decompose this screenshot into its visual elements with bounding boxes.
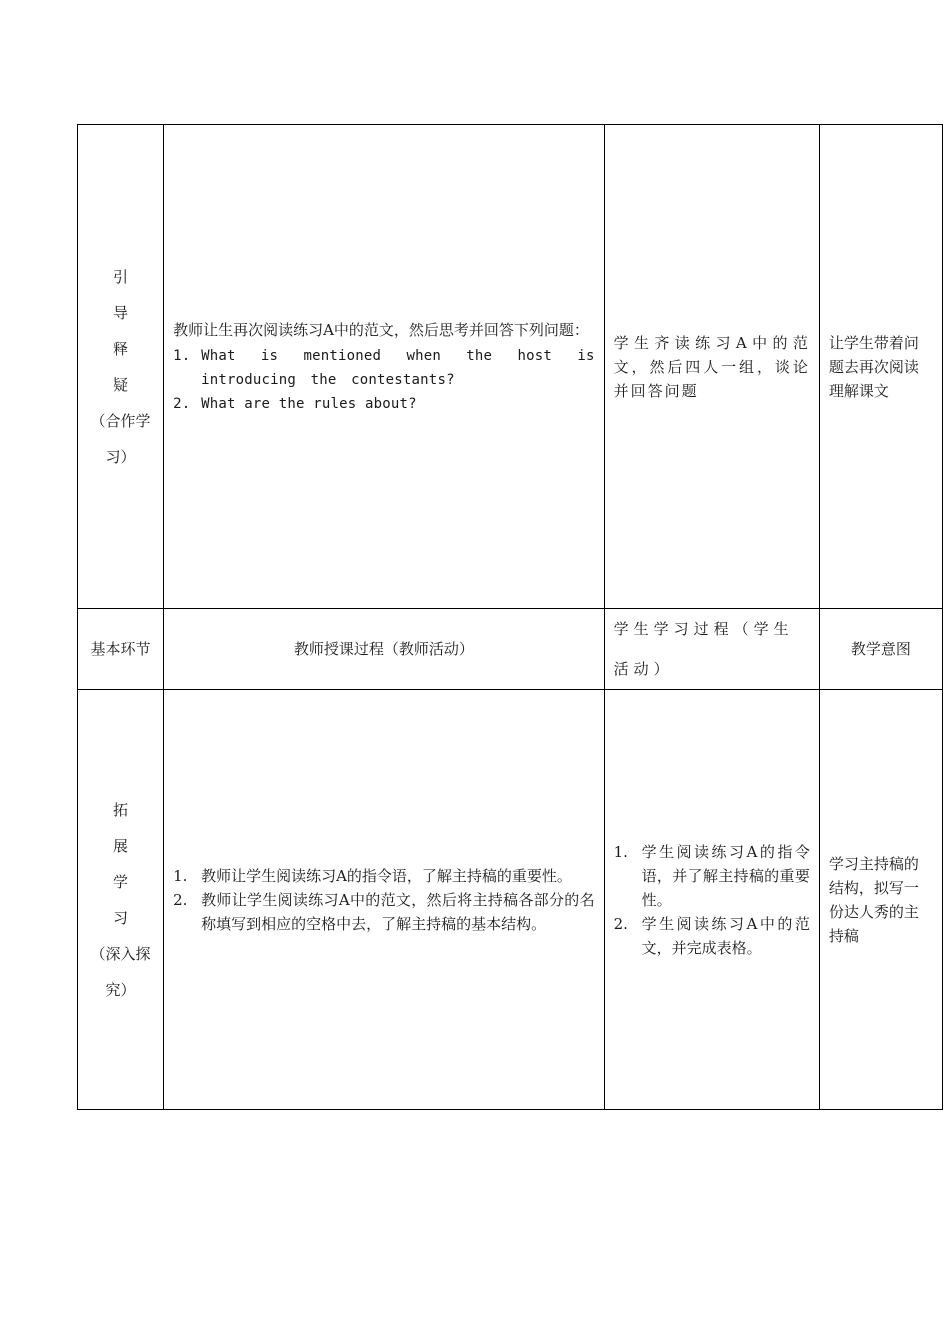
list-item: 2. 教师让学生阅读练习A中的范文，然后将主持稿各部分的名称填写到相应的空格中去，了解主持稿的基本结构。 [173, 890, 595, 933]
intent-text: 让学生带着问题去再次阅读理解课文 [828, 333, 919, 400]
header-stage: 基本环节 [78, 609, 164, 690]
stage-char: 展 [113, 836, 129, 855]
intent-text: 学习主持稿的结构，拟写一份达人秀的主持稿 [828, 854, 919, 945]
list-item: 2. 学生阅读练习A中的范文，并完成表格。 [613, 914, 810, 957]
stage-char: （合作学 [90, 411, 151, 430]
header-intent: 教学意图 [819, 609, 942, 690]
stage-cell-extend [78, 690, 164, 1110]
teacher-activity-cell [164, 690, 605, 1110]
header-student-cell [604, 609, 819, 690]
list-item: 1. What is mentioned when the host is introducing the contestants? [173, 347, 595, 388]
teacher-step-list [173, 864, 595, 936]
teacher-activity-cell [164, 125, 605, 609]
stage-char: 疑 [113, 375, 129, 394]
lesson-plan-table [77, 124, 943, 1110]
stage-char: 导 [113, 303, 129, 322]
stage-char: 学 [113, 872, 129, 891]
header-row [78, 609, 943, 690]
list-item: 2. What are the rules about? [173, 395, 417, 412]
stage-char: 究） [105, 980, 136, 999]
list-item: 1. 学生阅读练习A的指令语，并了解主持稿的重要性。 [613, 842, 810, 909]
intent-cell [819, 690, 942, 1110]
stage-char: 引 [113, 267, 129, 286]
stage-char: 释 [113, 339, 129, 358]
stage-char: 习） [105, 447, 136, 466]
stage-char: 习 [113, 908, 129, 927]
header-teacher: 教师授课过程（教师活动） [164, 609, 605, 690]
stage-cell-guide [78, 125, 164, 609]
header-student: 学生学习过程（学生活动） [613, 620, 794, 678]
student-step-list [614, 840, 810, 960]
intent-cell [819, 125, 942, 609]
teacher-intro-text: 教师让生再次阅读练习A中的范文，然后思考并回答下列问题： [173, 320, 589, 339]
list-item: 1. 教师让学生阅读练习A的指令语，了解主持稿的重要性。 [173, 866, 572, 885]
student-activity-text: 学生齐读练习A中的范文，然后四人一组，谈论并回答问题 [613, 333, 810, 400]
stage-char: 拓 [113, 800, 129, 819]
student-activity-cell [604, 125, 819, 609]
row-guide [78, 125, 943, 609]
row-extend [78, 690, 943, 1110]
student-activity-cell [604, 690, 819, 1110]
question-list [173, 344, 595, 416]
stage-char: （深入探 [90, 944, 151, 963]
